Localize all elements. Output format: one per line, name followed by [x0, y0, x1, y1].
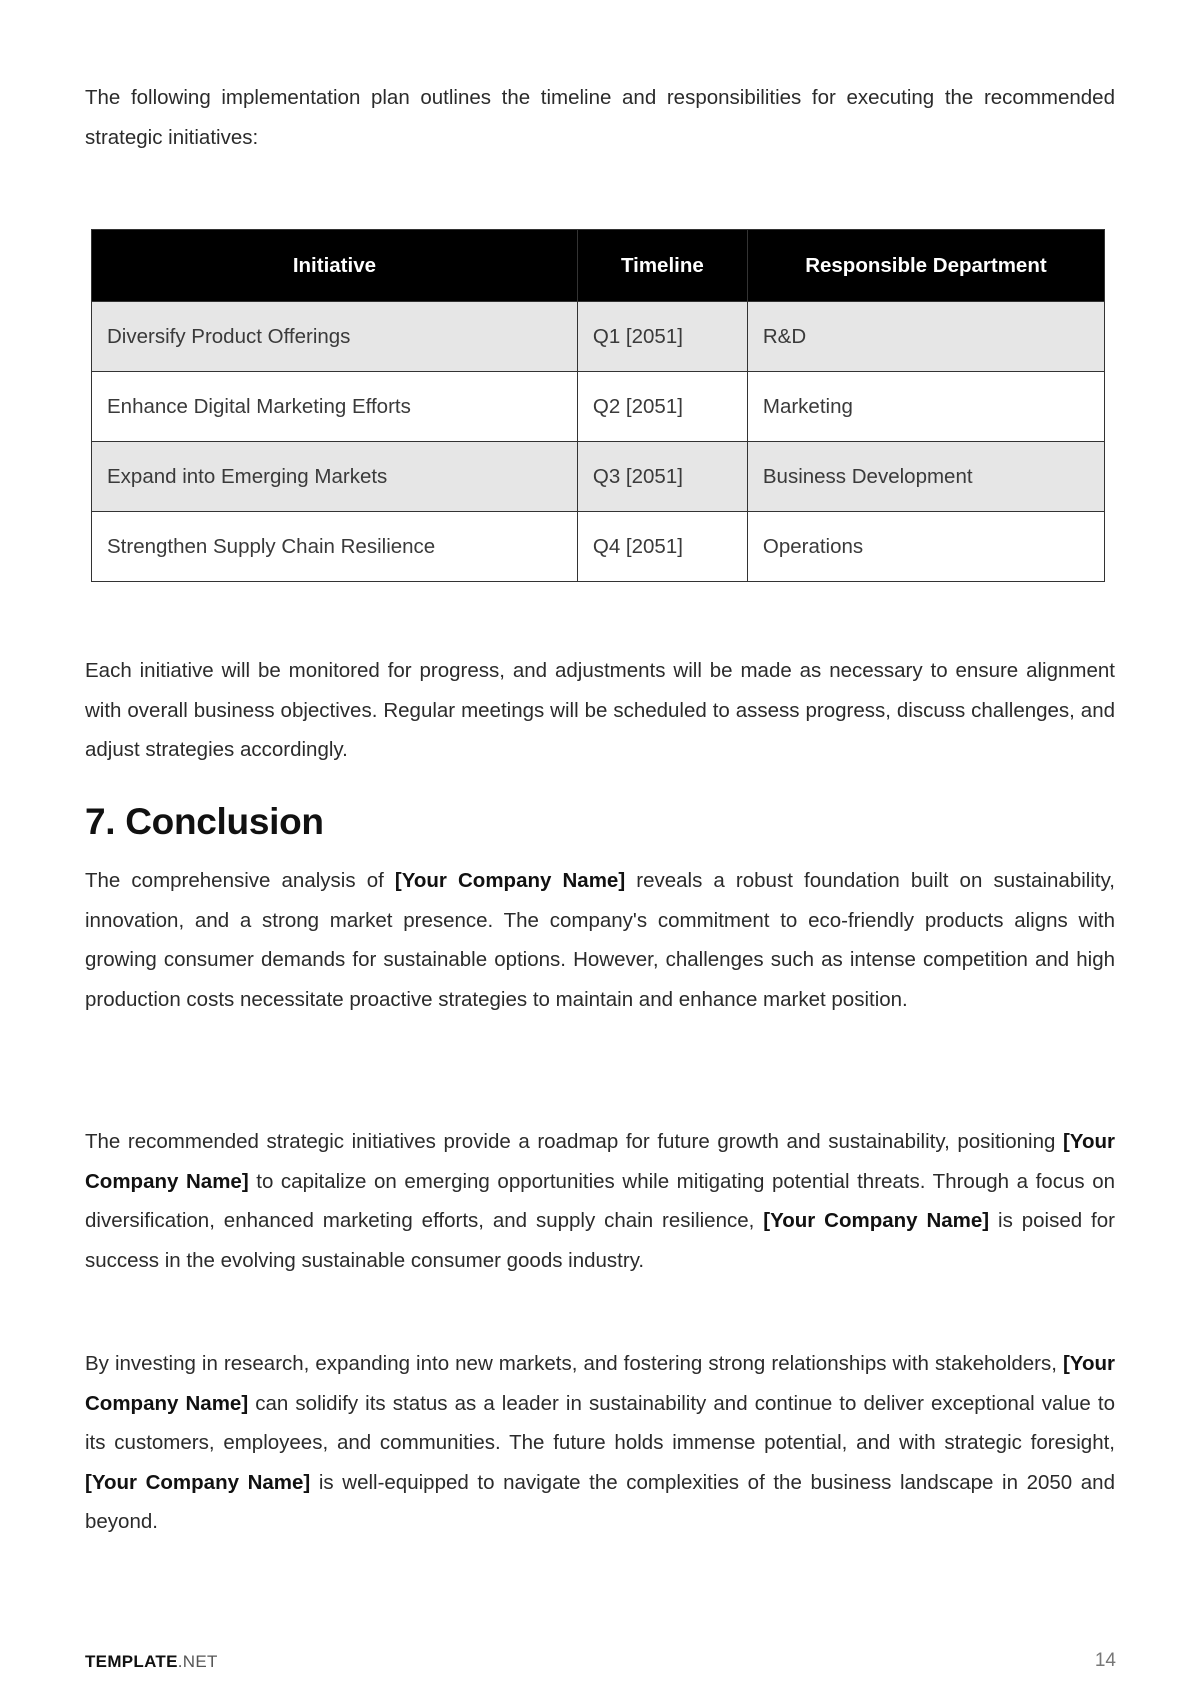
- conclusion-paragraph-1: [85, 861, 1115, 1019]
- cell-initiative: Strengthen Supply Chain Resilience: [92, 512, 578, 582]
- table-row: [92, 442, 1105, 512]
- cell-timeline: Q3 [2051]: [577, 442, 747, 512]
- header-responsible-department: Responsible Department: [747, 230, 1104, 302]
- table-row: [92, 512, 1105, 582]
- brand-bold: TEMPLATE: [85, 1652, 178, 1671]
- page-number: 14: [1094, 1650, 1116, 1671]
- intro-paragraph: The following implementation plan outlines the timeline and responsibilities for executing the recommended strategic initiatives:: [85, 86, 1115, 149]
- text-run: to capitalize on emerging opportunities while mitigating potential threats. Through a focus on diversification, enhanced marketing efforts, and supply chain resilience,: [85, 1169, 1115, 1232]
- conclusion-paragraph-2: [85, 1122, 1115, 1280]
- table-row: [92, 302, 1105, 372]
- header-initiative: Initiative: [92, 230, 578, 302]
- text-run: can solidify its status as a leader in sustainability and continue to deliver exceptional value to its customers, employees, and communities. The future holds immense potential, and with strategic foresight,: [85, 1391, 1116, 1454]
- text-run: is well-equipped to navigate the complexities of the business landscape in 2050 and beyond.: [85, 1470, 1115, 1533]
- cell-timeline: Q2 [2051]: [577, 372, 747, 442]
- text-run: is poised for success in the evolving sustainable consumer goods industry.: [85, 1209, 1115, 1272]
- text-run: By investing in research, expanding into new markets, and fostering strong relationships with stakeholders,: [85, 1352, 1063, 1375]
- text-run: reveals a robust foundation built on sustainability, innovation, and a strong market presence. The company's commitment to eco-friendly products aligns with growing consumer demands for sustainable options. However, challenges such as intense competition and high production costs necessitate proactive strategies to maintain and enhance market position.: [85, 869, 1115, 1011]
- cell-timeline: Q4 [2051]: [577, 512, 747, 582]
- company-name-placeholder: [Your Company Name]: [394, 869, 626, 892]
- conclusion-paragraph-3: [85, 1344, 1115, 1542]
- section-heading-conclusion: 7. Conclusion: [85, 801, 324, 842]
- cell-initiative: Enhance Digital Marketing Efforts: [92, 372, 578, 442]
- cell-department: R&D: [747, 302, 1104, 372]
- header-timeline: Timeline: [577, 230, 747, 302]
- cell-initiative: Expand into Emerging Markets: [92, 442, 578, 512]
- table-row: [92, 372, 1105, 442]
- company-name-placeholder: [Your Company Name]: [85, 1470, 311, 1494]
- brand-light: .NET: [177, 1652, 218, 1671]
- text-run: The comprehensive analysis of: [85, 869, 395, 892]
- cell-department: Operations: [747, 512, 1104, 582]
- monitoring-paragraph: Each initiative will be monitored for progress, and adjustments will be made as necessary to ensure alignment with overall business objectives. Regular meetings will be scheduled to assess progress, discuss challenges, and adjust strategies accordingly.: [85, 659, 1115, 761]
- cell-initiative: Diversify Product Offerings: [92, 302, 578, 372]
- cell-department: Business Development: [747, 442, 1104, 512]
- company-name-placeholder: [Your Company Name]: [85, 1352, 1115, 1415]
- cell-timeline: Q1 [2051]: [577, 302, 747, 372]
- implementation-plan-table: [91, 229, 1105, 582]
- cell-department: Marketing: [747, 372, 1104, 442]
- footer-brand-logo: [85, 1652, 218, 1672]
- text-run: The recommended strategic initiatives provide a roadmap for future growth and sustainability, positioning: [85, 1130, 1063, 1153]
- company-name-placeholder: [Your Company Name]: [763, 1209, 990, 1232]
- company-name-placeholder: [Your Company Name]: [85, 1130, 1115, 1193]
- table-header-row: [92, 230, 1105, 302]
